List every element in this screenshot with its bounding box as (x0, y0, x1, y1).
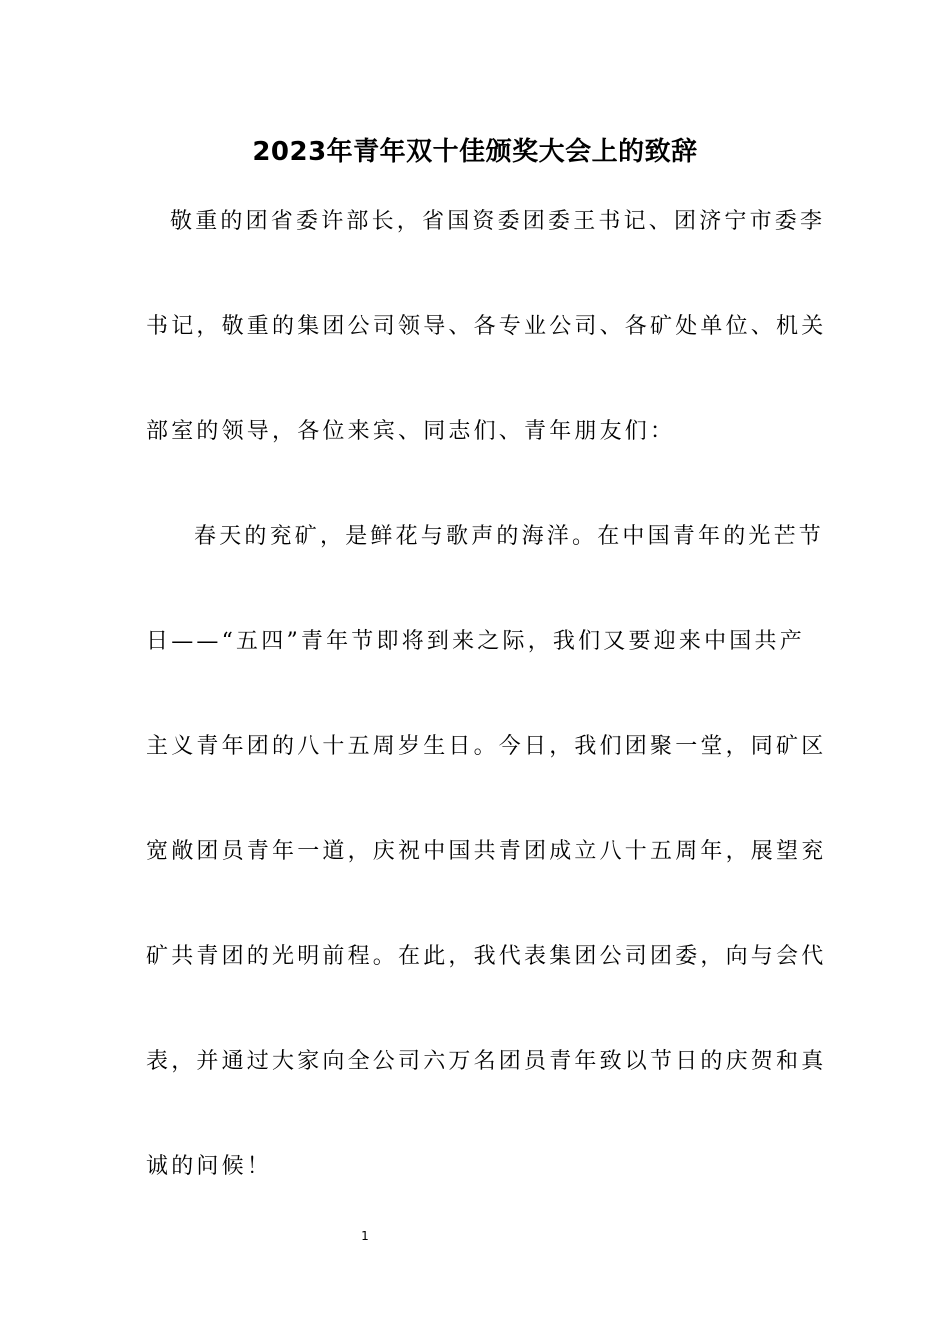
text-line: 表，并通过大家向全公司六万名团员青年致以节日的庆贺和真 (146, 1049, 827, 1074)
text-line: 书记，敬重的集团公司领导、各专业公司、各矿处单位、机关 (146, 314, 827, 339)
text-line: 诚的问候！ (146, 1154, 273, 1179)
text-line: 部室的领导，各位来宾、同志们、青年朋友们： (146, 419, 676, 444)
text-line: 矿共青团的光明前程。在此，我代表集团公司团委，向与会代 (146, 944, 827, 969)
page-title: 2023年青年双十佳颁奖大会上的致辞 (252, 137, 698, 167)
text-line: 主义青年团的八十五周岁生日。今日，我们团聚一堂，同矿区 (146, 734, 827, 759)
text-line: 宽敞团员青年一道，庆祝中国共青团成立八十五周年，展望兖 (146, 839, 827, 864)
text-line: 春天的兖矿，是鲜花与歌声的海洋。在中国青年的光芒节 (194, 524, 825, 549)
text-line: 敬重的团省委许部长，省国资委团委王书记、团济宁市委李 (170, 209, 826, 234)
page-number: 1 (361, 1229, 369, 1243)
text-line: 日——“五四”青年节即将到来之际，我们又要迎来中国共产 (146, 629, 805, 654)
